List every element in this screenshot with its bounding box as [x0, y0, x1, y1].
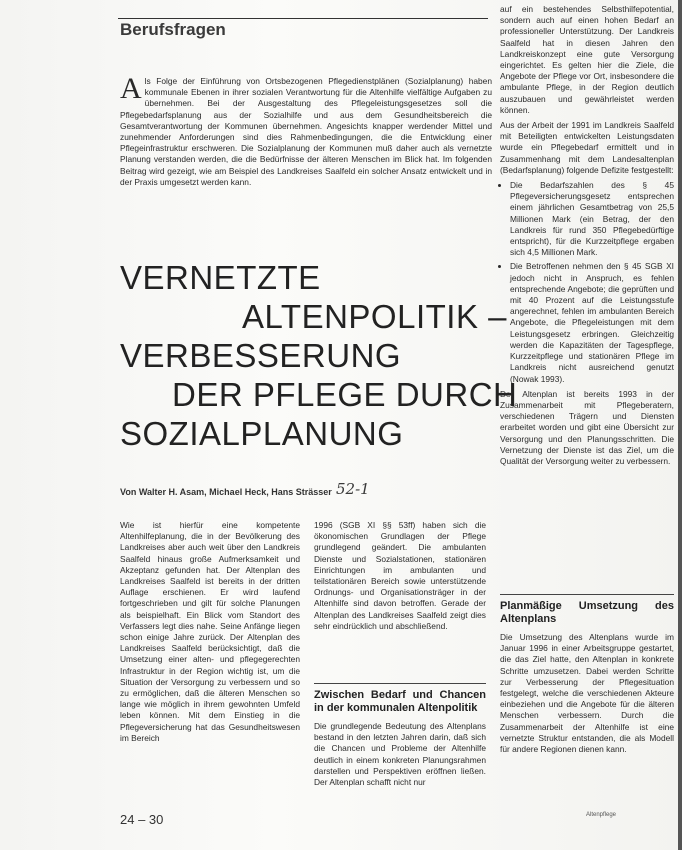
journal-footer: Altenpflege	[586, 812, 617, 818]
article-headline	[120, 258, 518, 453]
bullet-item: • Die Bedarfszahlen des § 45 Pflegeversicherungsgesetz entsprechen einem jährlichen Gesamtbetrag von 25,5 Millionen Mark (ein Betrag, der den Landkreis für rund 350 Pflegebedürftige entspricht), für die Kurzzeitpflege ergaben sich 4,5 Millionen Mark.	[510, 180, 674, 258]
intro-text: ls Folge der Einführung von Ortsbezogenen Pflegedienstplänen (Sozialplanung) haben kommunale Ebenen in ihrer sozialen Verantwortung für die Altenhilfe vielfältige Aufgaben zu übernehmen. Bei der Ausgestaltung des Pflegeleistungsgesetzes soll die Pflegebedarfsplanung aus der Sozialhilfe und aus dem Gesundheitsbereich die Gesamtverantwortung der Kommunen übernehmen. Angesichts knapper werdender Mittel und zunehmender Anforderungen sind dies Rahmenbedingungen, die die Entwicklung einer Pflegeinfrastruktur erschweren. Die Sozialplanung der Kommunen muß daher auch als vernetzte Planung verstanden werden, die die Bedürfnisse der älteren Menschen im Blick hat. Im folgenden Beitrag wird gezeigt, wie am Beispiel des Landkreises Saalfeld ein solcher Ansatz entwickelt und in der Praxis umgesetzt werden kann.	[120, 76, 492, 187]
subsection-umsetzung	[500, 594, 674, 759]
section-label: Berufsfragen	[120, 20, 226, 39]
handwritten-note: 52-1	[336, 480, 370, 498]
subsection-text: Die Umsetzung des Altenplans wurde im Januar 1996 in einer Arbeitsgruppe gestartet, die das Ziel hatte, den Altenplan in konkrete Schritte umzusetzen. Dabei werden Schritte zur Verbesserung der Pflegesituation festgelegt, welche die verschiedenen Akteure einbeziehen und die Angebote für die älteren Menschen verbessern. Durch die Zusammenarbeit der Altenhilfe ist eine vernetzte Struktur entstanden, die als Modell für andere Regionen dienen kann.	[500, 632, 674, 755]
column3-paragraph-3: Der Altenplan ist bereits 1993 in der Zusammenarbeit mit Pflegeberatern, verschiedenen Trägern und Diensten erarbeitet worden und gibt eine Übersicht zur Versorgung und den Planungsschritten. Die Vernetzung der Dienste ist das Ziel, um die Qualität der Versorgung weiter zu verbessern.	[500, 388, 674, 466]
headline-line-2: ALTENPOLITIK –	[242, 298, 507, 335]
top-rule	[118, 18, 488, 19]
subsection-text: Die grundlegende Bedeutung des Altenplans bestand in den letzten Jahren darin, daß sich die Chancen und Probleme der Altenhilfe deutlich in einem konkreten Planungsrahmen darstellen und Perspektiven eröffnen ließen. Der Altenplan schafft nicht nur	[314, 721, 486, 788]
drop-cap: A	[120, 72, 142, 105]
column3-paragraph-1: auf ein bestehendes Selbsthilfepotential, sondern auch auf einen hohen Bedarf an professioneller Unterstützung. Der Landkreis Saalfeld hat in diesen Jahren den Landkreiskonzept eine gute Versorgung eingerichtet. Es gelten hier die Ziele, die Angebote der Pflege vor Ort, insbesondere die ambulante Pflege, in der Region deutlich auszubauen und gewährleistet werden können.	[500, 4, 674, 115]
subsection-heading: Planmäßige Umsetzung des Altenplans	[500, 600, 674, 625]
headline-line-1: VERNETZTE	[120, 259, 321, 296]
body-column-1	[120, 520, 300, 748]
column3-paragraph-2: Aus der Arbeit der 1991 im Landkreis Saalfeld mit Beteiligten entwickelten Leistungsdaten wurde ein Pflegebedarf ermittelt und in Zusammenhang mit dem Landesaltenplan (Bedarfsplanung) folgende Defizite festgestellt:	[500, 120, 674, 175]
column1-text: Wie ist hierfür eine kompetente Altenhilfeplanung, die in der Bevölkerung des Landkreises aber auch weit über den Landkreis Saalfeld hinaus große Aufmerksamkeit und Akzeptanz gefunden hat. Der Altenplan des Landkreises Saalfeld ist bereits in der dritten Auflage erschienen. Er wird laufend fortgeschrieben und gilt für solche Planungen als beispielhaft. Ein Blick vom Standort des Verfassers legt dies nahe. Seine Anfänge liegen schon einige Jahre zurück. Der Altenplan des Landkreises Saalfeld berücksichtigt, daß die Umsetzung einer alten- und pflegegerechten Infrastruktur in der Region wichtig ist, um die Situation der Versorgung zu verbessern und so zu ermöglichen, daß die älteren Menschen so lange wie möglich in ihrem gewohnten Umfeld leben können. Mit dem Einstieg in die Pflegeversicherung hat das Gesundheitswesen im Bereich	[120, 520, 300, 743]
headline-line-5: SOZIALPLANUNG	[120, 415, 404, 452]
subsection-heading: Zwischen Bedarf und Chancen in der kommunalen Altenpolitik	[314, 689, 486, 714]
body-column-3	[500, 4, 674, 471]
bullet-item: • Die Betroffenen nehmen den § 45 SGB XI jedoch nicht in Anspruch, es fehlen entsprechende Angebote; die geprüften und mit 40 Prozent auf die Leistungsstufe angerechnet, fehlen im ambulanten Bereich Angebote, die Pflegeleistungen mit dem Leistungsgesetz erbringen. Gleichzeitig werden die Kapazitäten der Tagespflege, Kurzzeitpflege und stationären Pflege im Landkreis nicht ausreichend genutzt (Nowak 1993).	[510, 261, 674, 384]
headline-line-3: VERBESSERUNG	[120, 337, 402, 374]
intro-paragraph	[120, 72, 492, 188]
binding-edge	[678, 0, 682, 850]
author-byline: Von Walter H. Asam, Michael Heck, Hans Strässer	[120, 487, 332, 497]
headline-line-4: DER PFLEGE DURCH	[172, 376, 518, 413]
page-number: 24 – 30	[120, 812, 164, 827]
subsection-bedarf	[314, 683, 486, 792]
column2-text: 1996 (SGB XI §§ 53ff) haben sich die ökonomischen Grundlagen der Pflege grundlegend geändert. Die ambulanten Dienste und Sozialstationen, stationären Einrichtungen im ambulanten und teilstationären Bereich sowie unterstützende Ordnungs- und Organisationsträger in der Altenhilfe sind davon betroffen. Gerade der Altenplan des Landkreises Saalfeld zeigt dies sehr eindrücklich und abschließend.	[314, 520, 486, 631]
body-column-2	[314, 520, 486, 636]
bullet-list	[500, 180, 674, 385]
